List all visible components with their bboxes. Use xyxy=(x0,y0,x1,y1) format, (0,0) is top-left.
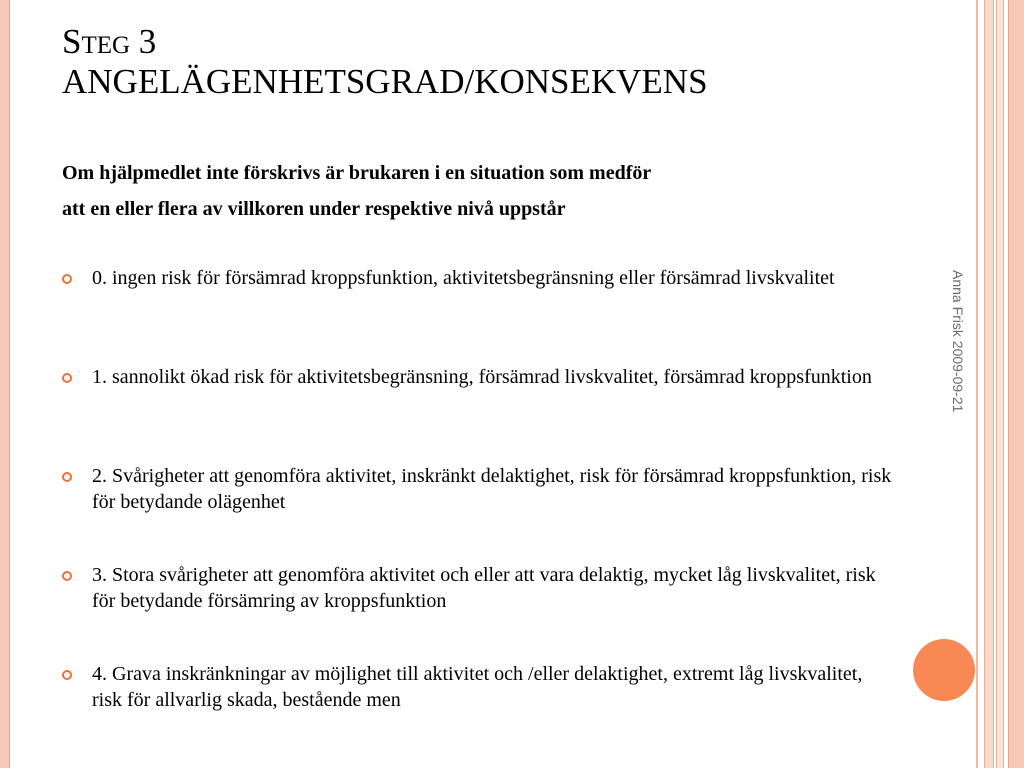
bullet-circle-icon xyxy=(62,472,72,482)
level-item-0 xyxy=(62,265,892,364)
intro-line-1: Om hjälpmedlet inte förskrivs är brukaren i en situation som medför xyxy=(62,162,652,184)
right-stripe-4 xyxy=(1008,0,1024,768)
level-item-2 xyxy=(62,463,892,562)
bullet-circle-icon xyxy=(62,373,72,383)
title-step: Steg 3 xyxy=(62,22,157,61)
bullet-circle-icon xyxy=(62,670,72,680)
intro-text xyxy=(62,155,922,227)
orange-circle-decoration xyxy=(913,639,975,701)
right-stripe-1 xyxy=(976,0,978,768)
slide-title xyxy=(62,22,942,102)
level-text-1: 1. sannolikt ökad risk för aktivitetsbegränsning, försämrad livskvalitet, försämrad kroppsfunktion xyxy=(92,366,872,388)
right-stripe-3 xyxy=(996,0,1004,768)
bullet-circle-icon xyxy=(62,274,72,284)
left-border-stripe xyxy=(0,0,10,768)
level-text-4: 4. Grava inskränkningar av möjlighet till aktivitet och /eller delaktighet, extremt låg livskvalitet, risk för allvarlig skada, bestående men xyxy=(92,663,863,711)
bullet-circle-icon xyxy=(62,571,72,581)
level-item-3 xyxy=(62,562,892,661)
title-heading: ANGELÄGENHETSGRAD/KONSEKVENS xyxy=(62,62,708,101)
level-item-4 xyxy=(62,661,892,760)
level-text-0: 0. ingen risk för försämrad kroppsfunktion, aktivitetsbegränsning eller försämrad livskvalitet xyxy=(92,267,835,289)
intro-line-2: att en eller flera av villkoren under respektive nivå uppstår xyxy=(62,198,566,220)
author-date-note: Anna Frisk 2009-09-21 xyxy=(950,270,966,413)
level-text-2: 2. Svårigheter att genomföra aktivitet, inskränkt delaktighet, risk för försämrad kroppsfunktion, risk för betydande olägenhet xyxy=(92,465,892,513)
level-item-1 xyxy=(62,364,892,463)
right-stripe-2 xyxy=(984,0,994,768)
level-text-3: 3. Stora svårigheter att genomföra aktivitet och eller att vara delaktig, mycket låg livskvalitet, risk för betydande försämring av kroppsfunktion xyxy=(92,564,876,612)
level-list xyxy=(62,265,892,760)
